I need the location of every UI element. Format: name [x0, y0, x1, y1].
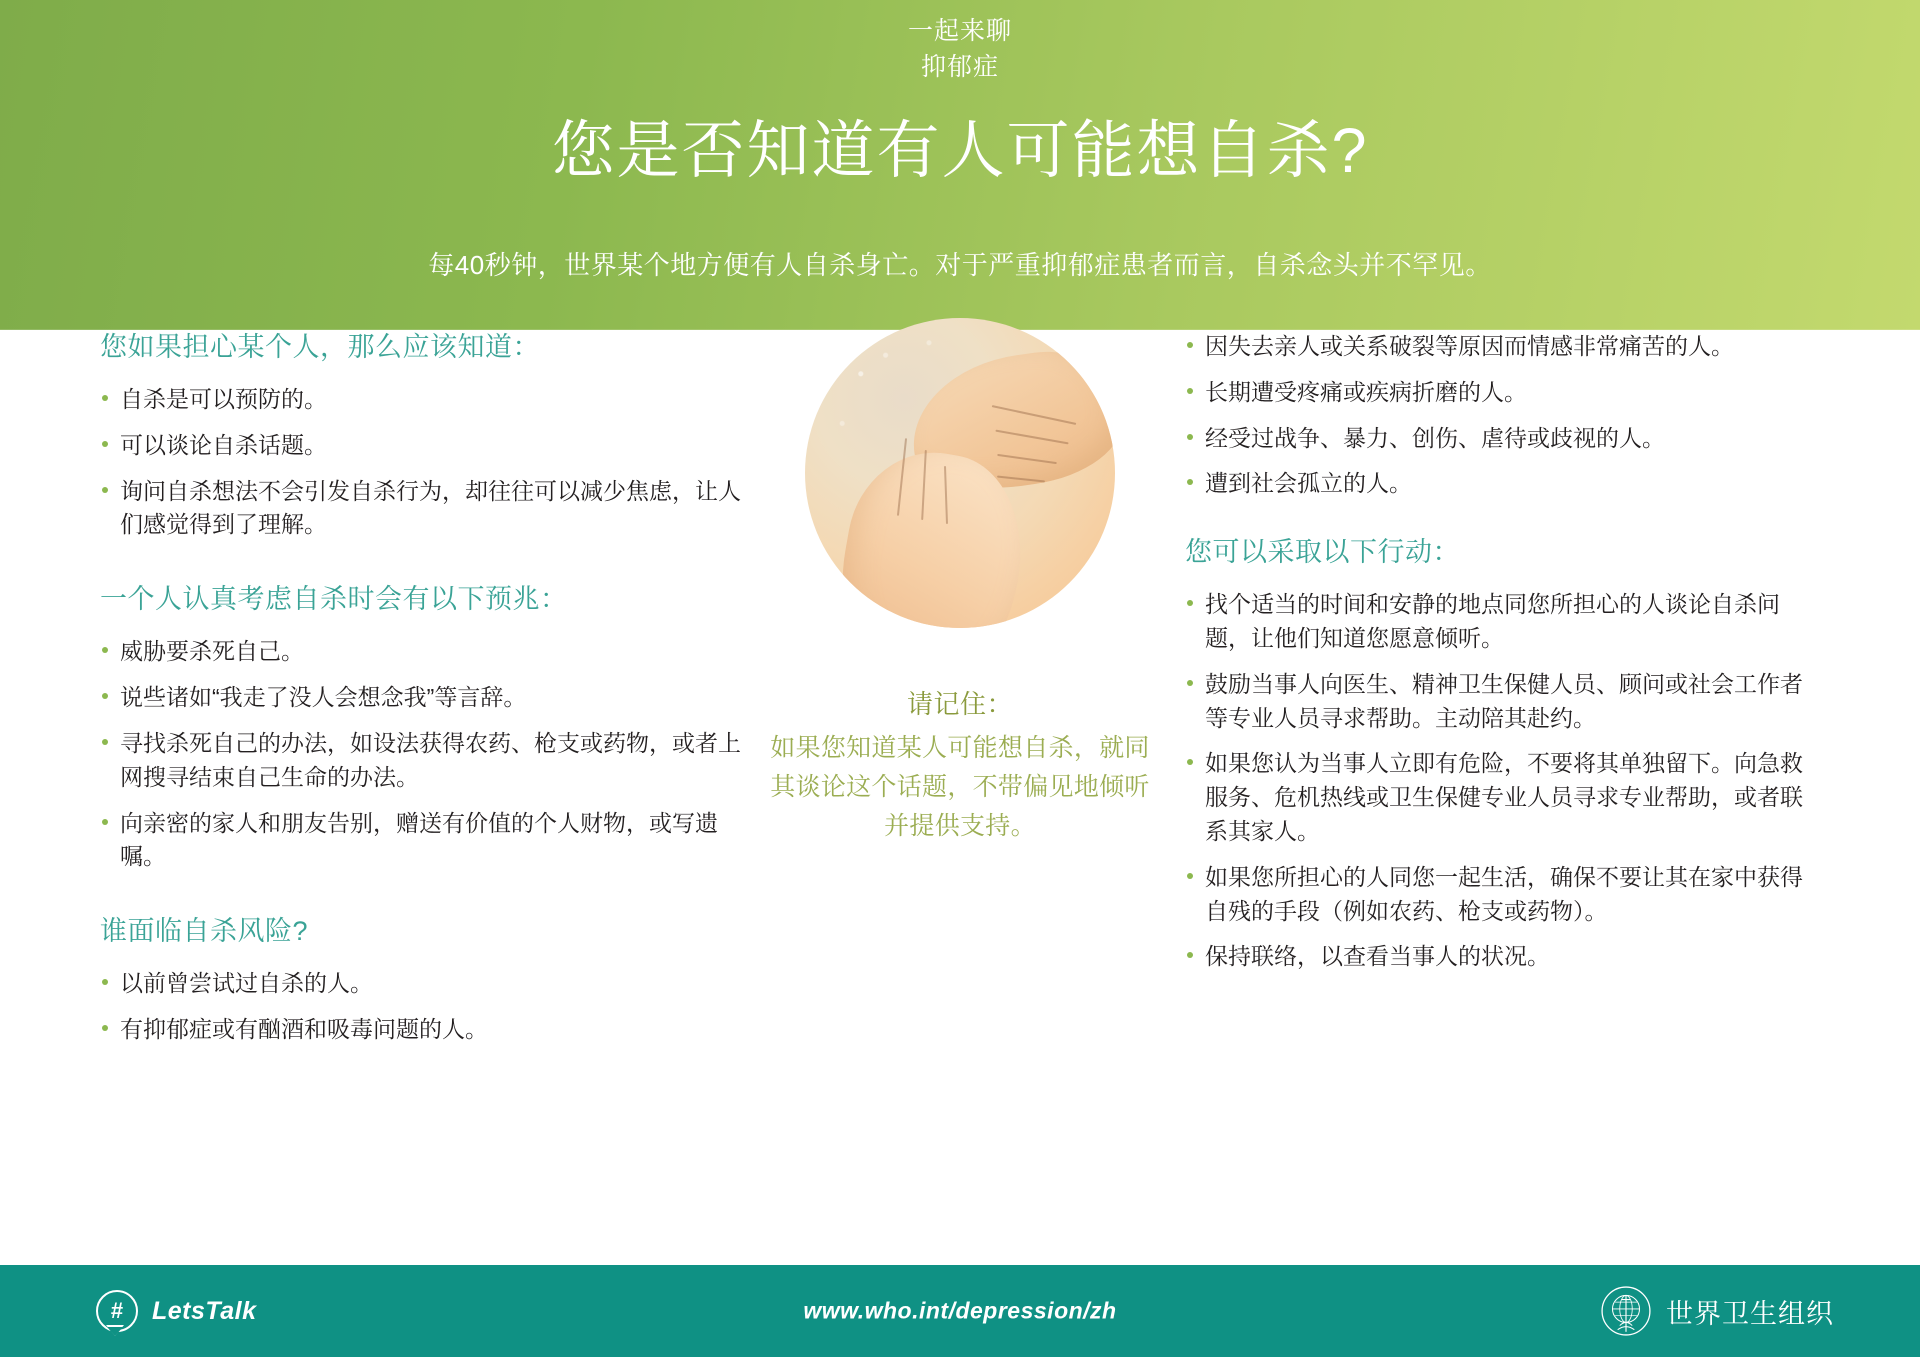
campaign-line-2: 抑郁症	[920, 52, 999, 81]
list-item-text: 保持联络，以查看当事人的状况。	[1205, 943, 1550, 970]
list-item	[100, 967, 760, 1001]
section-title: 您如果担心某个人，那么应该知道：	[100, 332, 540, 362]
bullet-dot-icon	[102, 395, 108, 401]
bullet-dot-icon	[102, 693, 108, 699]
bullet-list	[1185, 588, 1820, 974]
list-item	[1185, 940, 1820, 974]
bullet-list	[100, 383, 760, 542]
remember-body: 如果您知道某人可能想自杀，就同其谈论这个话题，不带偏见地倾听并提供支持。	[770, 734, 1150, 840]
list-item	[100, 429, 760, 463]
list-item	[1185, 467, 1820, 501]
list-item-text: 经受过战争、暴力、创伤、虐待或歧视的人。	[1205, 424, 1665, 451]
poster-header	[0, 0, 1920, 330]
right-column	[1185, 330, 1820, 1014]
list-item	[100, 681, 760, 715]
list-item-text: 因失去亲人或关系破裂等原因而情感非常痛苦的人。	[1205, 333, 1734, 359]
list-item-text: 遭到社会孤立的人。	[1205, 470, 1412, 497]
bullet-dot-icon	[102, 819, 108, 825]
page-title: 您是否知道有人可能想自杀?	[551, 116, 1369, 186]
hands-illustration	[805, 318, 1115, 628]
section-what-you-can-do	[1185, 535, 1820, 974]
list-item-text: 有抑郁症或有酗酒和吸毒问题的人。	[120, 1016, 488, 1043]
list-item-text: 自杀是可以预防的。	[120, 386, 327, 413]
hashtag-label: LetsTalk	[152, 1296, 257, 1325]
texture-overlay	[805, 318, 1115, 628]
organization-name: 世界卫生组织	[1666, 1298, 1834, 1329]
website-url[interactable]: www.who.int/depression/zh	[803, 1297, 1117, 1324]
list-item	[100, 727, 760, 795]
list-item	[1185, 668, 1820, 736]
list-item-text: 威胁要杀死自己。	[120, 638, 304, 665]
list-item-text: 说些诸如“我走了没人会想念我”等言辞。	[120, 684, 527, 711]
list-item-text: 可以谈论自杀话题。	[120, 431, 327, 458]
section-title: 一个人认真考虑自杀时会有以下预兆：	[100, 584, 568, 615]
bullet-dot-icon	[1187, 342, 1193, 348]
left-column	[100, 330, 760, 1087]
bubble-tail-icon	[107, 1327, 123, 1336]
campaign-title	[0, 14, 1920, 85]
list-item	[100, 383, 760, 417]
list-item-text: 如果您认为当事人立即有危险，不要将其单独留下。向急救服务、危机热线或卫生保健专业人员寻求专业帮助，或者联系其家人。	[1205, 750, 1803, 845]
bullet-list	[100, 967, 760, 1047]
bullet-dot-icon	[1187, 479, 1193, 485]
list-item	[100, 1013, 760, 1047]
remember-callout	[770, 684, 1150, 845]
list-item	[100, 475, 760, 543]
bullet-dot-icon	[1187, 388, 1193, 394]
bullet-dot-icon	[1187, 952, 1193, 958]
list-item	[1185, 588, 1820, 656]
section-title: 谁面临自杀风险?	[100, 916, 309, 947]
list-item	[100, 807, 760, 875]
bullet-dot-icon	[1187, 600, 1193, 606]
section-worried-about-someone	[100, 330, 760, 542]
list-item-text: 寻找杀死自己的办法，如设法获得农药、枪支或药物，或者上网搜寻结束自己生命的办法。	[120, 729, 741, 790]
hash-symbol: #	[110, 1298, 124, 1323]
bullet-dot-icon	[102, 739, 108, 745]
section-title: 您可以采取以下行动：	[1185, 537, 1460, 568]
bullet-dot-icon	[1187, 873, 1193, 879]
list-item	[100, 635, 760, 669]
bullet-dot-icon	[102, 979, 108, 985]
list-item-text: 询问自杀想法不会引发自杀行为，却往往可以减少焦虑，让人们感觉得到了理解。	[120, 477, 741, 538]
poster-footer	[0, 1265, 1920, 1357]
list-item	[1185, 422, 1820, 456]
list-item	[1185, 747, 1820, 848]
remember-title: 请记住：	[906, 689, 1013, 719]
bullet-dot-icon	[102, 487, 108, 493]
page-subtitle: 每40秒钟，世界某个地方便有人自杀身亡。对于严重抑郁症患者而言，自杀念头并不罕见。	[428, 250, 1492, 280]
list-item	[1185, 330, 1820, 364]
list-item-text: 以前曾尝试过自杀的人。	[120, 970, 373, 997]
list-item-text: 找个适当的时间和安静的地点同您所担心的人谈论自杀问题，让他们知道您愿意倾听。	[1205, 591, 1780, 652]
bullet-dot-icon	[102, 647, 108, 653]
bullet-dot-icon	[102, 441, 108, 447]
bullet-dot-icon	[102, 1025, 108, 1031]
list-item-text: 长期遭受疼痛或疾病折磨的人。	[1205, 378, 1527, 405]
list-item-text: 如果您所担心的人同您一起生活，确保不要让其在家中获得自残的手段（例如农药、枪支或药物）。	[1205, 863, 1803, 924]
bullet-list	[100, 635, 760, 874]
bullet-dot-icon	[1187, 759, 1193, 765]
list-item	[1185, 861, 1820, 929]
list-item-text: 向亲密的家人和朋友告别，赠送有价值的个人财物，或写遗嘱。	[120, 809, 718, 870]
bullet-list	[1185, 330, 1820, 501]
list-item	[1185, 376, 1820, 410]
section-who-is-at-risk-continued	[1185, 330, 1820, 501]
section-warning-signs	[100, 582, 760, 874]
bullet-dot-icon	[1187, 434, 1193, 440]
section-who-is-at-risk	[100, 914, 760, 1047]
middle-column	[770, 330, 1150, 845]
bullet-dot-icon	[1187, 680, 1193, 686]
poster-body	[0, 330, 1920, 1265]
who-emblem-icon	[1600, 1285, 1652, 1337]
who-logo	[1600, 1285, 1834, 1337]
list-item-text: 鼓励当事人向医生、精神卫生保健人员、顾问或社会工作者等专业人员寻求帮助。主动陪其赴约。	[1205, 670, 1803, 731]
campaign-line-1: 一起来聊	[907, 17, 1012, 45]
